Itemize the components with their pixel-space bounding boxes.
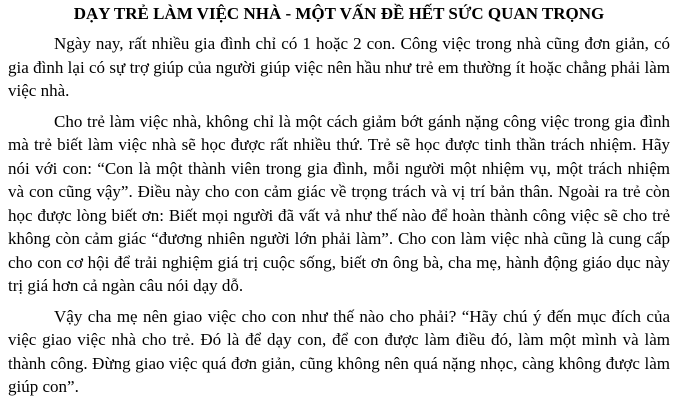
- paragraph-1: Ngày nay, rất nhiều gia đình chỉ có 1 hoặc 2 con. Công việc trong nhà cũng đơn giản, có gia đình lại có sự trợ giúp của người giúp việc nên hầu như trẻ em thường ít hoặc chẳng phải làm việc nhà.: [8, 34, 670, 100]
- paragraph-2: Cho trẻ làm việc nhà, không chỉ là một cách giảm bớt gánh nặng công việc trong gia đình mà trẻ biết làm việc nhà sẽ học được rất nhiều thứ. Trẻ sẽ học được tinh thần trách nhiệm. Hãy nói với con: “Con là một thành viên trong gia đình, mỗi người một nhiệm vụ, một trách nhiệm và con cũng vậy”. Điều này cho con cảm giác về trọng trách và vị trí bản thân. Ngoài ra trẻ còn học được lòng biết ơn: Biết mọi người đã vất vả như thế nào để hoàn thành công việc sẽ cho trẻ không còn cảm giác “đương nhiên người lớn phải làm”. Cho con làm việc nhà cũng là cung cấp cho con cơ hội để trải nghiệm giá trị cuộc sống, biết ơn ông bà, cha mẹ, hành động giáo dục này trị giá hơn cả ngàn câu nói dạy dỗ.: [8, 111, 670, 295]
- paragraph-3: Vậy cha mẹ nên giao việc cho con như thế nào cho phải? “Hãy chú ý đến mục đích của việc giao việc nhà cho trẻ. Đó là để dạy con, để con được làm điều đó, làm một mình và làm thành công. Đừng giao việc quá đơn giản, cũng không nên quá nặng nhọc, càng không được làm giúp con”.: [8, 306, 670, 396]
- document-title: DẠY TRẺ LÀM VIỆC NHÀ - MỘT VẤN ĐỀ HẾT SỨC QUAN TRỌNG: [73, 4, 605, 23]
